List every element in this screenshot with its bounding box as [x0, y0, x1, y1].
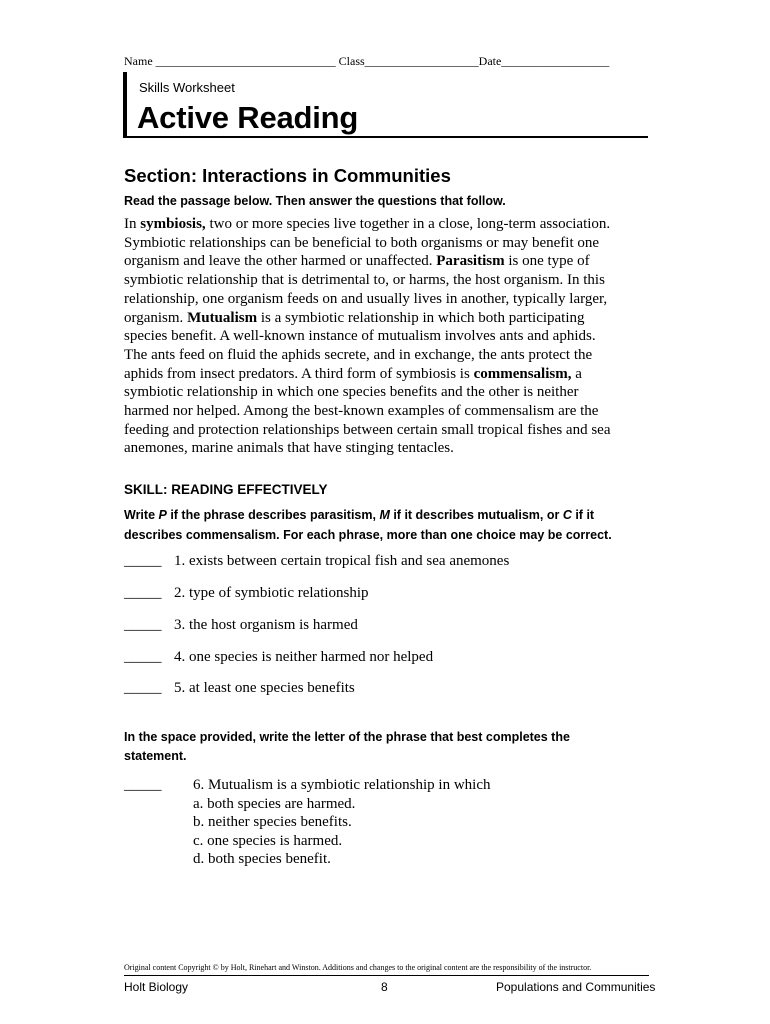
question-text: 1. exists between certain tropical fish and sea anemones	[174, 553, 510, 569]
passage-line: harmed nor helped. Among the best-known examples of commensalism are the	[124, 403, 599, 420]
passage-line: aphids from insect predators. A third form of symbiosis is commensalism, a	[124, 365, 582, 382]
term-mutualism: Mutualism	[187, 309, 258, 326]
answer-blank[interactable]: _____	[124, 680, 162, 696]
passage-line: feeding and protection relationships between certain small tropical fishes and sea	[124, 421, 611, 438]
skill-instructions: Write P if the phrase describes parasitism, M if it describes mutualism, or C if it describes commensalism. For each phrase, more than one choice may be correct.	[124, 508, 612, 542]
question-2	[124, 585, 369, 602]
passage-line: In symbiosis, two or more species live together in a close, long-term association.	[124, 216, 611, 232]
worksheet-label: Skills Worksheet	[139, 80, 235, 95]
question-text: 3. the host organism is harmed	[174, 617, 358, 633]
passage-line: species benefit. A well-known instance of mutualism involves ants and aphids.	[124, 328, 596, 345]
question-3	[124, 617, 358, 634]
passage-line: symbiotic relationship that is detrimental to, or harms, the host organism. In this	[124, 272, 605, 289]
answer-blank[interactable]: _____	[124, 585, 162, 601]
term-symbiosis: symbiosis,	[140, 216, 206, 232]
copyright-notice: Original content Copyright © by Holt, Rinehart and Winston. Additions and changes to the original content are the responsibility of the instructor.	[124, 963, 592, 972]
passage-line: organism and leave the other harmed or unaffected. Parasitism is one type of	[124, 253, 590, 270]
option-c: c. one species is harmed.	[193, 832, 343, 849]
passage-line: relationship, one organism feeds on and usually lives in another, typically larger,	[124, 290, 608, 307]
option-b: b. neither species benefits.	[193, 814, 352, 830]
passage-line: symbiotic relationship in which one species benefits and the other is neither	[124, 384, 579, 401]
question-text: 4. one species is neither harmed nor helped	[174, 649, 434, 665]
option-a: a. both species are harmed.	[193, 795, 356, 812]
name-class-date-line: Name ______________________________ Class___________________Date__________________	[124, 54, 610, 68]
section-title: Section: Interactions in Communities	[124, 165, 451, 186]
question-text: 5. at least one species benefits	[174, 680, 355, 696]
question-4	[124, 649, 433, 666]
answer-blank[interactable]: _____	[124, 649, 162, 665]
option-d: d. both species benefit.	[193, 851, 331, 867]
page-title: Active Reading	[137, 100, 359, 135]
part2-instructions: In the space provided, write the letter of the phrase that best completes the statement.	[124, 730, 570, 763]
term-commensalism: commensalism,	[473, 365, 572, 382]
question-text: 2. type of symbiotic relationship	[174, 585, 369, 601]
reading-passage	[124, 215, 654, 458]
reading-instructions: Read the passage below. Then answer the questions that follow.	[124, 194, 506, 208]
answer-blank[interactable]: _____	[124, 553, 162, 569]
question-stem: 6. Mutualism is a symbiotic relationship in which	[193, 777, 491, 793]
title-block	[123, 72, 648, 138]
passage-line: The ants feed on fluid the aphids secrete, and in exchange, the ants protect the	[124, 346, 593, 363]
answer-blank[interactable]: _____	[124, 617, 162, 633]
term-parasitism: Parasitism	[436, 253, 505, 270]
answer-blank[interactable]: _____	[124, 777, 162, 793]
passage-line: organism. Mutualism is a symbiotic relationship in which both participating	[124, 309, 585, 326]
footer-page-number: 8	[381, 980, 388, 994]
question-1	[124, 553, 509, 570]
question-5	[124, 680, 355, 697]
skill-heading: SKILL: READING EFFECTIVELY	[124, 482, 328, 497]
question-6	[124, 776, 490, 869]
passage-line: anemones, marine animals that have stinging tentacles.	[124, 440, 454, 457]
footer-book-title: Holt Biology	[124, 980, 189, 994]
footer-divider	[124, 975, 649, 976]
footer-chapter-title: Populations and Communities	[496, 980, 656, 994]
passage-line: Symbiotic relationships can be beneficial to both organisms or may benefit one	[124, 234, 600, 251]
